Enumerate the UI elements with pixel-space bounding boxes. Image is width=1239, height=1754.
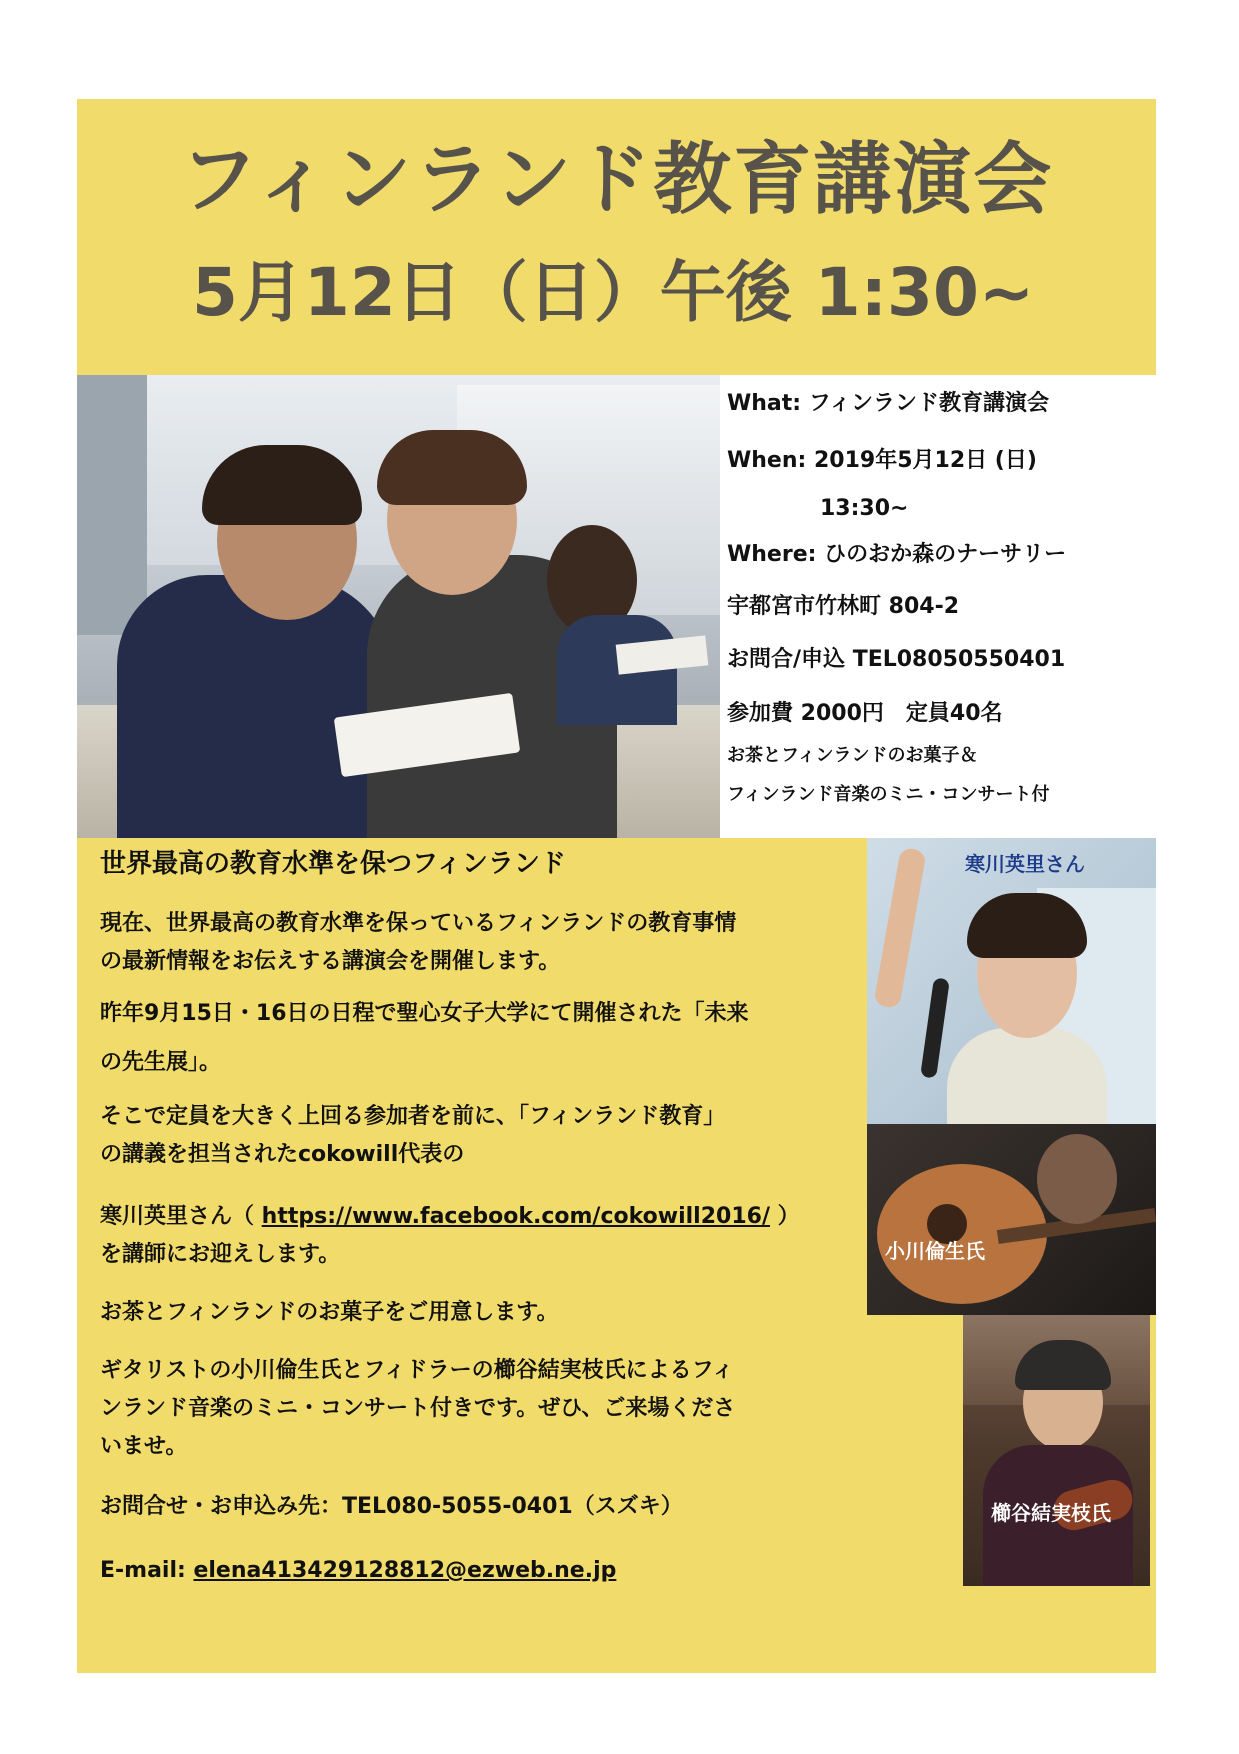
info-extra-1: お茶とフィンランドのお菓子＆	[727, 745, 978, 766]
speaker-photo	[867, 838, 1156, 1124]
info-fee: 参加費 2000円 定員40名	[727, 701, 1003, 726]
event-date: 5月12日（日）午後 1:30~	[192, 254, 1035, 331]
paragraph-line: を講師にお迎えします。	[100, 1242, 341, 1267]
speaker-intro-line	[100, 1199, 800, 1235]
paragraph-line: 現在、世界最高の教育水準を保っているフィンランドの教育事情	[100, 911, 737, 936]
classroom-photo	[77, 375, 720, 838]
paren-close: ）	[769, 1204, 800, 1229]
info-what: What: フィンランド教育講演会	[727, 391, 1049, 416]
header-banner	[77, 99, 1156, 375]
contact-line: お問合せ・お申込み先：TEL080-5055-0401（スズキ）	[100, 1494, 683, 1519]
email-label: E-mail:	[100, 1558, 194, 1583]
fiddler-photo	[963, 1315, 1150, 1586]
paragraph-line: ンランド音楽のミニ・コンサート付きです。ぜひ、ご来場くださ	[100, 1396, 736, 1421]
info-address: 宇都宮市竹林町 804-2	[727, 594, 960, 619]
fiddler-caption: 櫛谷結実枝氏	[991, 1501, 1111, 1525]
paragraph-line: そこで定員を大きく上回る参加者を前に、「フィンランド教育」	[100, 1104, 726, 1129]
facebook-link[interactable]: https://www.facebook.com/cokowill2016/	[261, 1204, 770, 1229]
paragraph-line: の最新情報をお伝えする講演会を開催します。	[100, 949, 561, 974]
panel-fill	[1150, 1315, 1156, 1586]
info-contact: お問合/申込 TEL08050550401	[727, 647, 1066, 672]
panel-fill	[867, 1586, 1156, 1673]
speaker-name-text: 寒川英里さん（	[100, 1204, 262, 1229]
email-line	[100, 1553, 616, 1589]
info-time: 13:30~	[820, 496, 909, 521]
paragraph-line: の先生展」。	[100, 1050, 222, 1075]
paragraph-line: 昨年9月15日・16日の日程で聖心女子大学にて開催された「未来	[100, 1001, 749, 1026]
info-when: When: 2019年5月12日 (日)	[727, 448, 1037, 473]
section-heading: 世界最高の教育水準を保つフィンランド	[100, 849, 566, 879]
email-link[interactable]: elena413429128812@ezweb.ne.jp	[193, 1558, 617, 1583]
paragraph-line: お茶とフィンランドのお菓子をご用意します。	[100, 1300, 559, 1325]
paragraph-line: いませ。	[100, 1434, 188, 1459]
guitarist-caption: 小川倫生氏	[885, 1239, 985, 1263]
info-extra-2: フィンランド音楽のミニ・コンサート付	[727, 784, 1050, 805]
paragraph-line: ギタリストの小川倫生氏とフィドラーの櫛谷結実枝氏によるフィ	[100, 1358, 734, 1383]
info-where: Where: ひのおか森のナーサリー	[727, 542, 1067, 567]
panel-fill	[867, 1315, 963, 1586]
event-title: フィンランド教育講演会	[179, 135, 1054, 225]
speaker-caption: 寒川英里さん	[965, 852, 1085, 876]
guitarist-photo	[867, 1124, 1156, 1315]
paragraph-line: の講義を担当されたcokowill代表の	[100, 1142, 465, 1167]
